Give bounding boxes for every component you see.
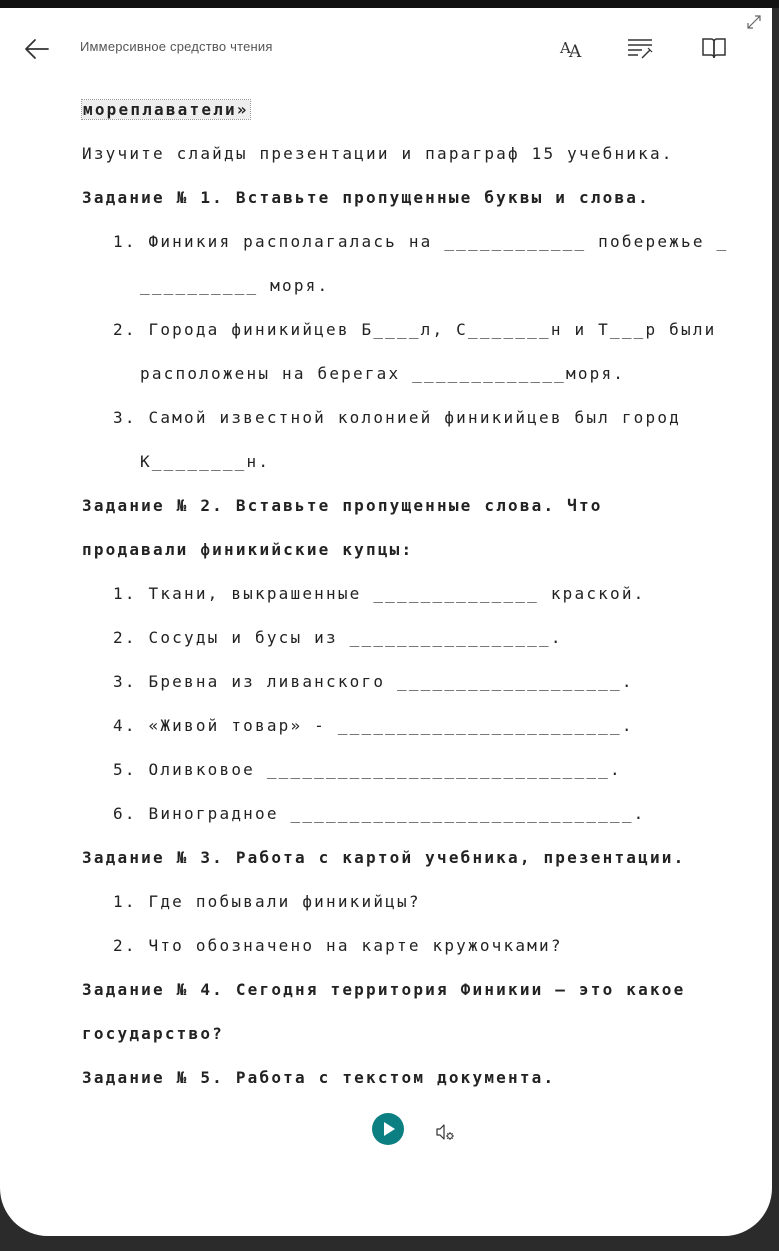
- list-item: 1. Где побывали финикийцы?: [113, 892, 421, 911]
- voice-settings-icon[interactable]: [434, 1121, 456, 1143]
- task1-title: Задание № 1. Вставьте пропущенные буквы и слова.: [82, 188, 650, 207]
- intro-text: Изучите слайды презентации и параграф 15 учебника.: [82, 144, 674, 163]
- header-toolbar: [0, 8, 772, 90]
- task2-title-cont: продавали финикийские купцы:: [82, 540, 414, 559]
- book-icon[interactable]: [700, 34, 728, 62]
- list-item: 4. «Живой товар» - ________________________.: [113, 716, 634, 735]
- task4-title: Задание № 4. Сегодня территория Финикии – это какое: [82, 980, 686, 999]
- svg-text:A: A: [569, 42, 582, 62]
- list-item: 6. Виноградное _____________________________.: [113, 804, 646, 823]
- play-icon: [372, 1113, 404, 1145]
- list-item-continuation: расположены на берегах _____________моря.: [140, 364, 626, 383]
- svg-text:A: A: [560, 39, 571, 57]
- list-item: 1. Ткани, выкрашенные ______________ краской.: [113, 584, 646, 603]
- app-title: Иммерсивное средство чтения: [80, 39, 273, 54]
- text-size-icon[interactable]: [557, 34, 585, 62]
- play-button[interactable]: [372, 1113, 404, 1145]
- heading-line: [82, 88, 742, 132]
- reader-content: [82, 88, 742, 1100]
- list-item: 2. Города финикийцев Б____л, С_______н и Т___р были: [113, 320, 717, 339]
- heading-fragment[interactable]: мореплаватели»: [83, 100, 249, 119]
- list-item: 5. Оливковое _____________________________.: [113, 760, 622, 779]
- playback-controls: [0, 1113, 772, 1153]
- back-arrow-icon[interactable]: [22, 36, 52, 62]
- immersive-reader-window: [0, 8, 772, 1236]
- list-item-continuation: __________ моря.: [140, 276, 330, 295]
- list-item: 2. Сосуды и бусы из _________________.: [113, 628, 563, 647]
- top-strip: [0, 0, 779, 8]
- task4-title-cont: государство?: [82, 1024, 224, 1043]
- task5-title: Задание № 5. Работа с текстом документа.: [82, 1068, 556, 1087]
- list-item: 3. Самой известной колонией финикийцев был город: [113, 408, 681, 427]
- grammar-options-icon[interactable]: [626, 34, 654, 62]
- list-item: 1. Финикия располагалась на ____________ побережье _: [113, 232, 729, 251]
- task3-title: Задание № 3. Работа с картой учебника, презентации.: [82, 848, 686, 867]
- task2-title: Задание № 2. Вставьте пропущенные слова. Что: [82, 496, 603, 515]
- list-item: 3. Бревна из ливанского ___________________.: [113, 672, 634, 691]
- list-item: 2. Что обозначено на карте кружочками?: [113, 936, 563, 955]
- list-item-continuation: К________н.: [140, 452, 271, 471]
